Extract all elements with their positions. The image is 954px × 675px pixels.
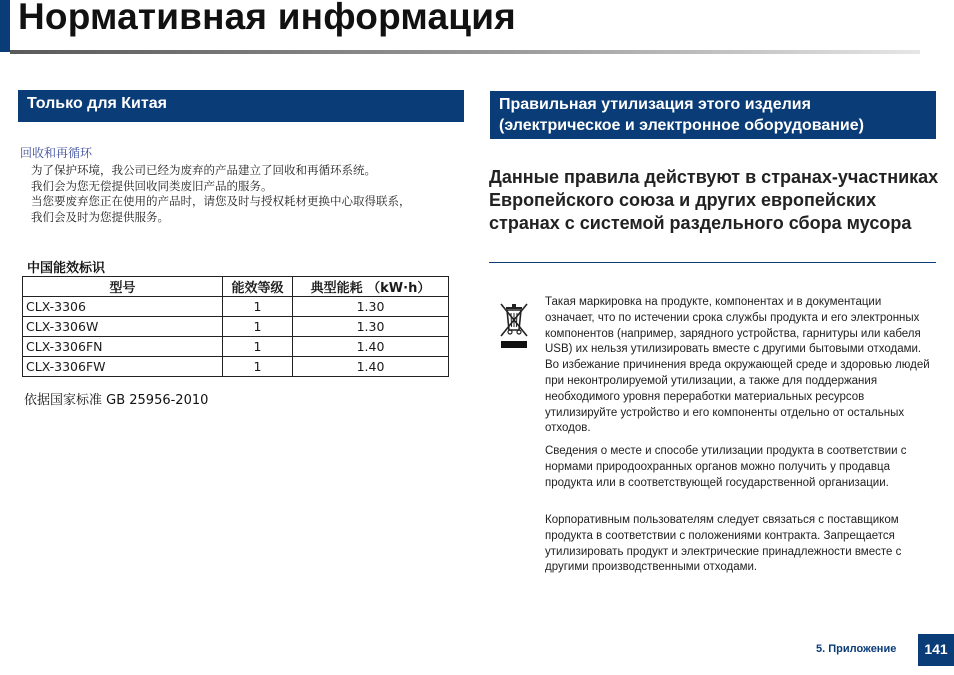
column-header-consumption: 典型能耗 （kW·h）: [293, 277, 449, 297]
recycling-line: 我们会为您无偿提供回收同类废旧产品的服务。: [31, 178, 273, 193]
disposal-paragraph: Такая маркировка на продукте, компонентах и в документации означает, что по истечении срока службы продукта и его электронных компонентов (например, зарядного устройства, гарнитуры или кабеля USB) их нельзя утилизировать вместе с другими бытовыми отходами. Во избежание причинения вреда окружающей среде и здоровью людей при неконтролируемой утилизации, а также для поддержания необходимого уровня переработки материальных ресурсов утилизируйте устройство и его компоненты отдельно от остальных отходов.: [545, 296, 930, 435]
energy-table: [22, 276, 449, 377]
section-header-disposal: [490, 91, 936, 139]
page-title: Нормативная информация: [18, 0, 516, 37]
recycling-text: [31, 163, 411, 225]
table-row: [23, 317, 449, 337]
recycling-line: 为了保护环境，我公司已经为废弃的产品建立了回收和再循环系统。: [31, 163, 376, 177]
cell-consumption: 1.30: [293, 317, 449, 337]
cell-grade: 1: [223, 337, 293, 357]
footer-section-label: 5. Приложение: [816, 643, 897, 655]
column-header-grade: 能效等级: [223, 277, 293, 297]
rules-heading: Данные правила действуют в странах-участниках Европейского союза и других европейских странах с системой раздельного сбора мусора: [489, 167, 939, 233]
section-header-line: Правильная утилизация этого изделия: [499, 96, 811, 113]
cell-model: CLX-3306: [23, 297, 223, 317]
recycling-title: 回收和再循环: [20, 146, 93, 160]
cell-grade: 1: [223, 297, 293, 317]
page-number: 141: [918, 634, 954, 666]
heading-divider: [489, 262, 936, 263]
recycling-line: 当您要废弃您正在使用的产品时，请您及时与授权耗材更换中心取得联系，: [31, 194, 411, 208]
title-underline: [10, 50, 920, 54]
table-header-row: [23, 277, 449, 297]
recycling-line: 我们会及时为您提供服务。: [31, 209, 169, 224]
disposal-paragraph: Корпоративным пользователям следует связаться с поставщиком продукта в соответствии с положениями контракта. Запрещается утилизировать продукт и электрические принадлежности вместе с другими производственными отходами.: [545, 514, 902, 574]
cell-model: CLX-3306FW: [23, 357, 223, 377]
table-row: [23, 337, 449, 357]
section-header-china: Только для Китая: [18, 90, 464, 122]
cell-grade: 1: [223, 317, 293, 337]
cell-model: CLX-3306FN: [23, 337, 223, 357]
table-row: [23, 357, 449, 377]
column-header-model: 型号: [23, 277, 223, 297]
section-header-line: (электрическое и электронное оборудование): [499, 117, 864, 134]
cell-consumption: 1.40: [293, 357, 449, 377]
cell-consumption: 1.30: [293, 297, 449, 317]
table-row: [23, 297, 449, 317]
cell-model: CLX-3306W: [23, 317, 223, 337]
crossed-out-wheelie-bin-icon: [497, 300, 531, 350]
cell-consumption: 1.40: [293, 337, 449, 357]
disposal-paragraph: Сведения о месте и способе утилизации продукта в соответствии с нормами природоохранных органов можно получить у продавца продукта или в соответствующей государственной организации.: [545, 445, 907, 489]
standard-reference: 依据国家标准 GB 25956-2010: [24, 393, 209, 408]
energy-label-title: 中国能效标识: [27, 261, 106, 276]
title-accent-bar: [0, 0, 10, 52]
cell-grade: 1: [223, 357, 293, 377]
